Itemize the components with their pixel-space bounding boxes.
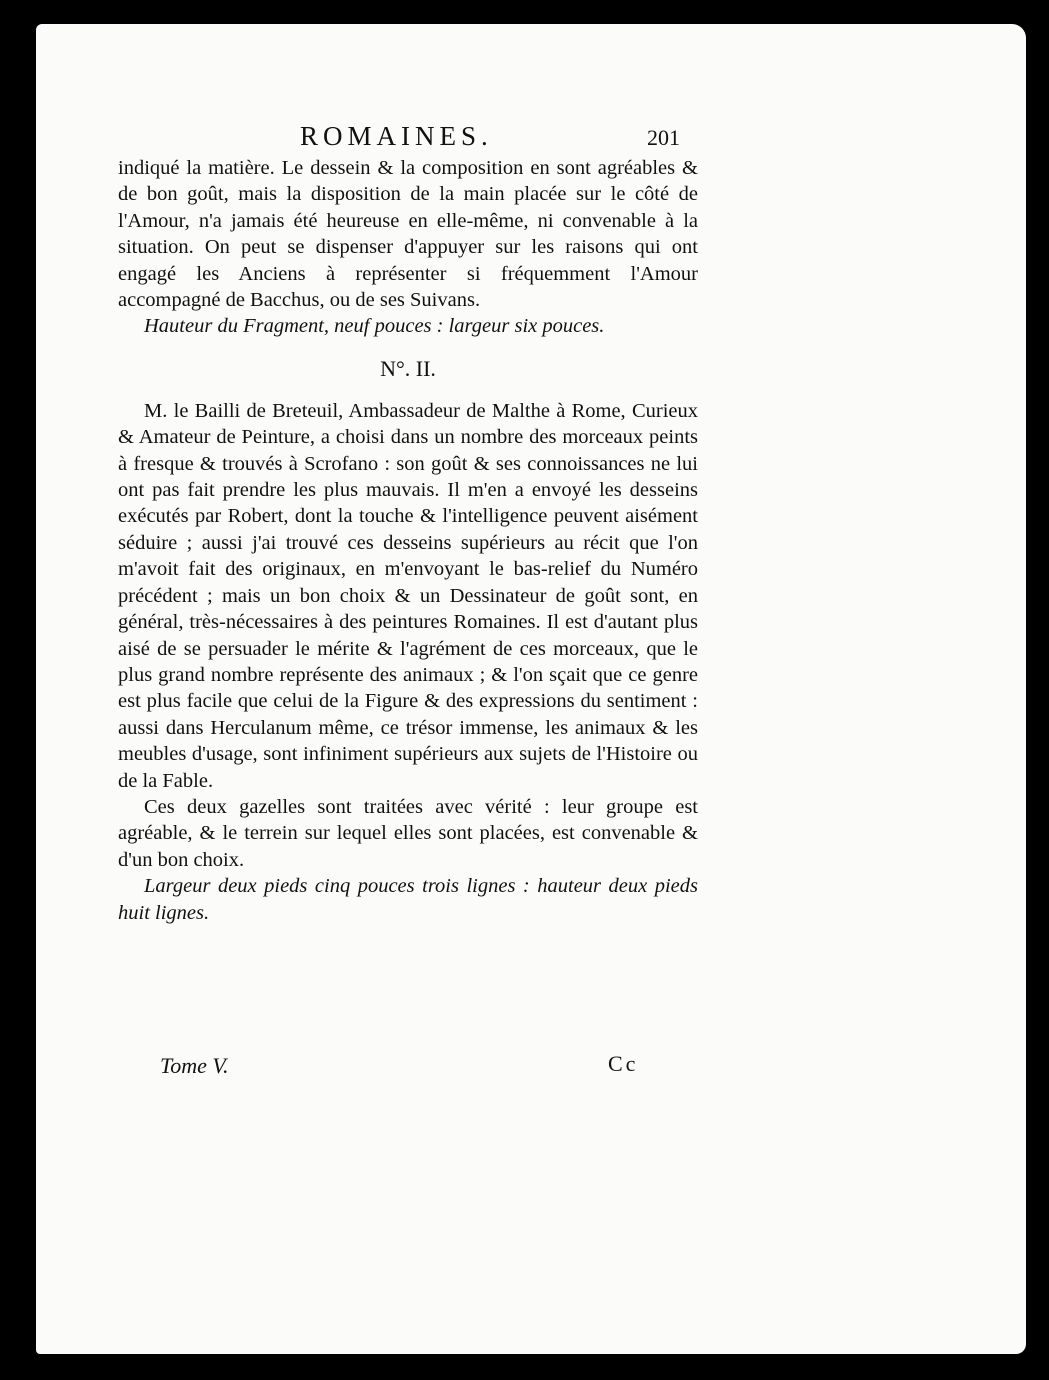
paragraph-continuation: indiqué la matière. Le dessein & la composition en sont agréables & de bon goût, mais la disposition de la main placée sur le côté de l'Amour, n'a jamais été heureuse en elle-même, ni convenable à la situation. On peut se dispenser d'appuyer sur les raisons qui ont engagé les Anciens à représenter si fréquemment l'Amour accompagné de Bacchus, ou de ses Suivans. (118, 157, 698, 312)
section-heading: N°. II. (380, 355, 436, 381)
volume-label: Tome V. (160, 1053, 229, 1078)
paragraph-breteuil: M. le Bailli de Breteuil, Ambassadeur de Malthe à Rome, Curieux & Amateur de Peinture, a choisi dans un nombre des morceaux peints à fresque & trouvés à Scrofano : son goût & ses connoissances ne lui ont pas fait prendre les plus mauvais. Il m'en a envoyé les desseins exécutés par Robert, dont la touche & l'intelligence peuvent aisément séduire ; aussi j'ai trouvé ces desseins supérieurs au récit que l'on m'avoit fait des originaux, en m'envoyant le bas-relief du Numéro précédent ; mais un bon choix & un Dessinateur de goût sont, en général, très-nécessaires à des peintures Romaines. Il est d'autant plus aisé de se persuader le mérite & l'agrément de ces morceaux, que le plus grand nombre représente des animaux ; & l'on sçait que ce genre est plus facile que celui de la Figure & des expressions du sentiment : aussi dans Herculanum même, ce trésor immense, les animaux & les meubles d'usage, sont infiniment supérieurs aux sujets de l'Histoire ou de la Fable. (118, 399, 698, 792)
text-block (118, 155, 698, 926)
running-title: ROMAINES. (300, 121, 493, 151)
page-header (0, 118, 1049, 158)
signature-mark: Cc (608, 1051, 639, 1076)
page-number: 201 (647, 125, 680, 150)
fragment-dimensions: Hauteur du Fragment, neuf pouces : largeur six pouces. (144, 315, 605, 338)
paragraph-gazelles: Ces deux gazelles sont traitées avec vérité : leur groupe est agréable, & le terrein sur lequel elles sont placées, est convenable & d'un bon choix. (118, 795, 698, 871)
painting-dimensions: Largeur deux pieds cinq pouces trois lignes : hauteur deux pieds huit lignes. (118, 875, 698, 924)
